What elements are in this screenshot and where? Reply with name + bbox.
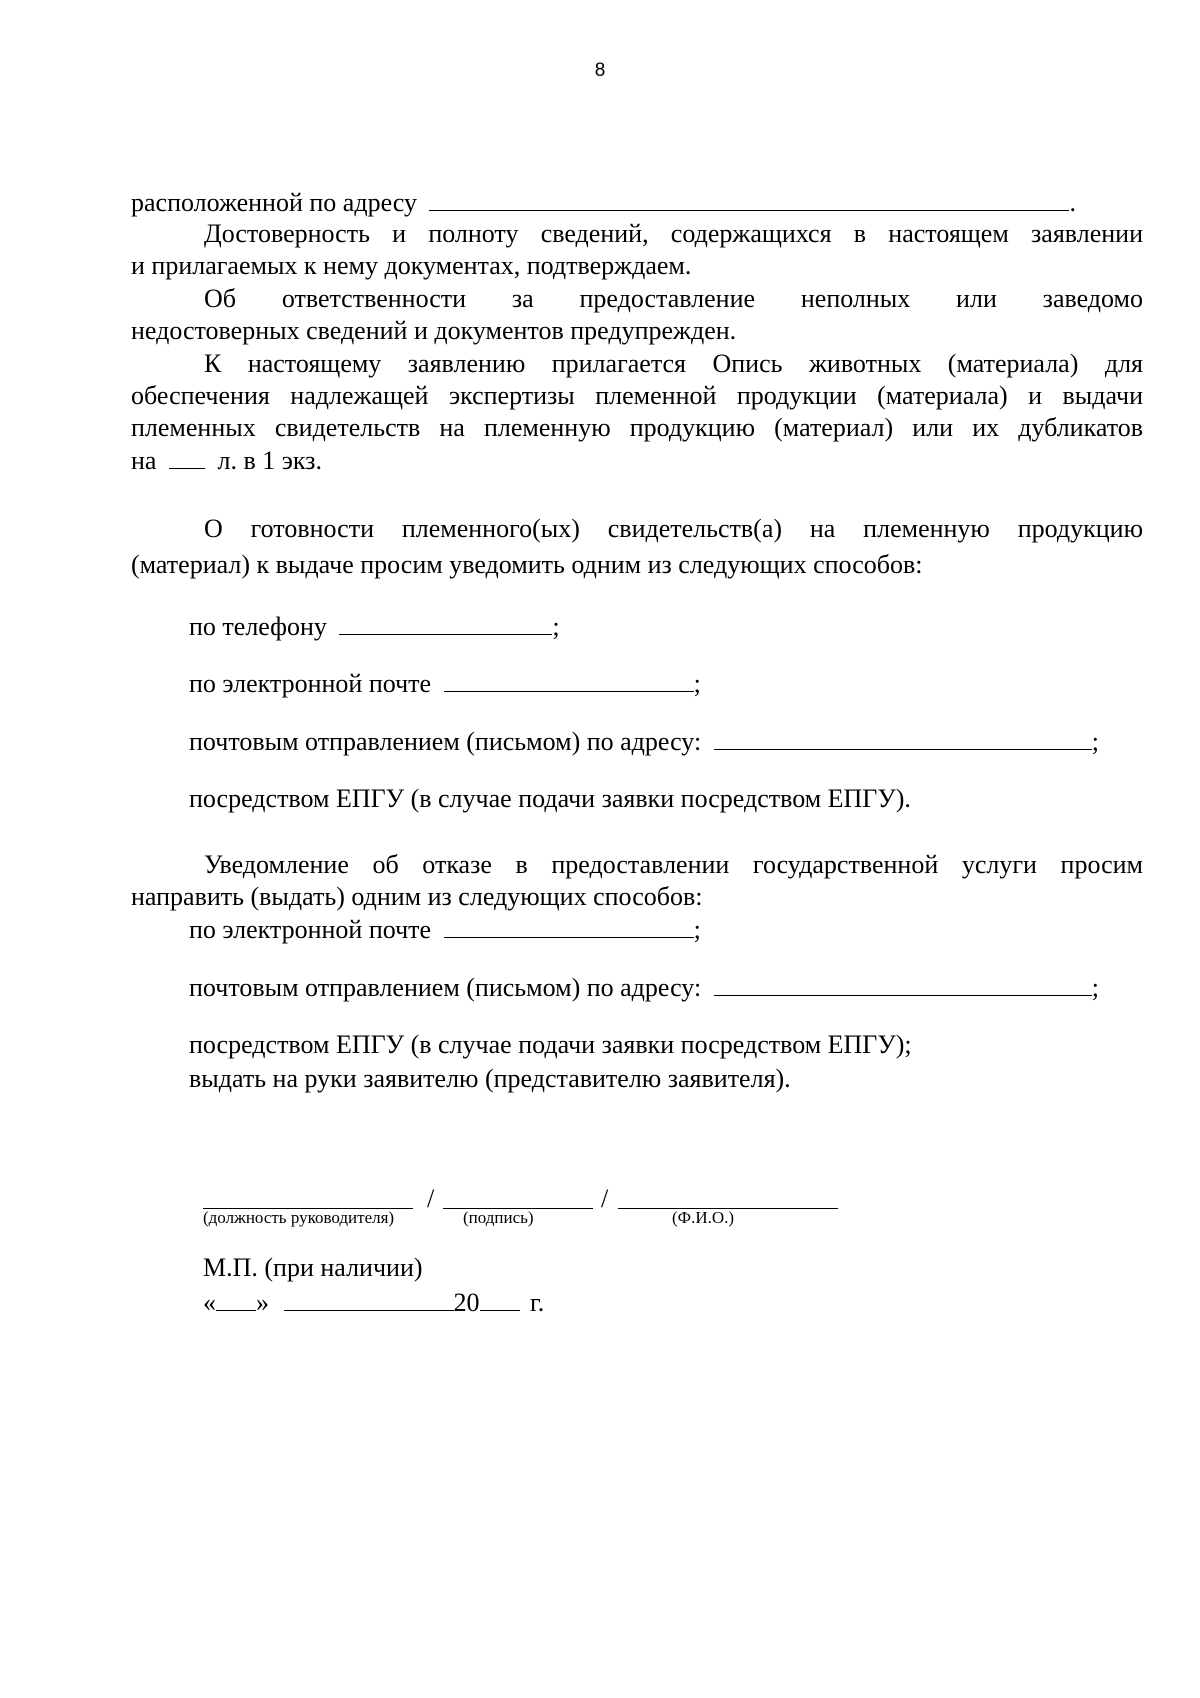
refusal-line-2: направить (выдать) одним из следующих способов: xyxy=(131,882,703,911)
email-field[interactable] xyxy=(444,913,694,938)
address-end: . xyxy=(1069,188,1076,217)
date-open-quote: « xyxy=(203,1288,216,1317)
full-name-caption: (Ф.И.О.) xyxy=(672,1208,735,1227)
position-caption: (должность руководителя) xyxy=(203,1208,395,1227)
separator: ; xyxy=(552,612,560,641)
readiness-line-2: (материал) к выдаче просим уведомить одним из следующих способов: xyxy=(131,550,923,579)
month-field[interactable] xyxy=(284,1286,454,1311)
post-address-field[interactable] xyxy=(714,725,1092,750)
separator: ; xyxy=(693,669,701,698)
date-close-quote: » xyxy=(256,1288,269,1317)
refusal-notice xyxy=(131,849,1143,913)
address-label: расположенной по адресу xyxy=(131,188,417,217)
address-blank[interactable] xyxy=(429,186,1069,211)
day-field[interactable] xyxy=(216,1286,256,1311)
paragraph-1-line-1: Достоверность и полноту сведений, содержащихся в настоящем заявлении xyxy=(204,219,1143,248)
paragraph-3-line-2: обеспечения надлежащей экспертизы племенной продукции (материала) и выдачи xyxy=(131,381,1143,410)
paragraph-3-line-4 xyxy=(131,444,1143,477)
year-suffix: г. xyxy=(530,1288,545,1317)
slash: / xyxy=(601,1184,609,1213)
refusal-option-epgu: посредством ЕПГУ (в случае подачи заявки посредством ЕПГУ); xyxy=(189,1030,912,1059)
refusal-option-email xyxy=(189,913,701,946)
sheets-prefix: на xyxy=(131,446,157,475)
paragraph-confirmation xyxy=(131,218,1143,282)
email-label: по электронной почте xyxy=(189,669,432,698)
sheets-count-blank[interactable] xyxy=(169,444,205,469)
refusal-line-1: Уведомление об отказе в предоставлении государственной услуги просим xyxy=(204,850,1143,879)
separator: ; xyxy=(693,915,701,944)
paragraph-responsibility xyxy=(131,283,1143,347)
readiness-option-post xyxy=(189,725,1099,758)
refusal-option-in-person: выдать на руки заявителю (представителю заявителя). xyxy=(189,1064,791,1093)
readiness-option-epgu: посредством ЕПГУ (в случае подачи заявки посредством ЕПГУ). xyxy=(189,784,911,813)
paragraph-1-line-2: и прилагаемых к нему документах, подтверждаем. xyxy=(131,251,692,280)
readiness-line-1: О готовности племенного(ых) свидетельств(а) на племенную продукцию xyxy=(204,514,1143,543)
post-label: почтовым отправлением (письмом) по адресу: xyxy=(189,973,702,1002)
year-field[interactable] xyxy=(480,1286,520,1311)
phone-field[interactable] xyxy=(339,610,552,635)
phone-label: по телефону xyxy=(189,612,327,641)
post-address-field[interactable] xyxy=(714,971,1092,996)
signature-caption: (подпись) xyxy=(463,1208,534,1227)
post-label: почтовым отправлением (письмом) по адресу: xyxy=(189,727,702,756)
paragraph-3-line-3: племенных свидетельств на племенную продукцию (материал) или их дубликатов xyxy=(131,413,1143,442)
refusal-option-post xyxy=(189,971,1099,1004)
separator: ; xyxy=(1091,727,1099,756)
paragraph-2-line-1: Об ответственности за предоставление неполных или заведомо xyxy=(204,284,1143,313)
address-line xyxy=(131,186,1143,219)
sheets-suffix: л. в 1 экз. xyxy=(217,446,322,475)
readiness-option-email xyxy=(189,667,701,700)
paragraph-attachment xyxy=(131,348,1143,477)
slash: / xyxy=(427,1184,435,1213)
separator: ; xyxy=(1091,973,1099,1002)
email-field[interactable] xyxy=(444,667,694,692)
page-number: 8 xyxy=(594,60,606,81)
paragraph-2-line-2: недостоверных сведений и документов предупрежден. xyxy=(131,316,737,345)
paragraph-3-line-1: К настоящему заявлению прилагается Опись животных (материала) для xyxy=(204,349,1143,378)
readiness-option-phone xyxy=(189,610,560,643)
date-line xyxy=(203,1286,544,1319)
email-label: по электронной почте xyxy=(189,915,432,944)
stamp-note: М.П. (при наличии) xyxy=(203,1253,423,1282)
readiness-notice xyxy=(131,511,1143,583)
year-prefix: 20 xyxy=(453,1288,480,1317)
